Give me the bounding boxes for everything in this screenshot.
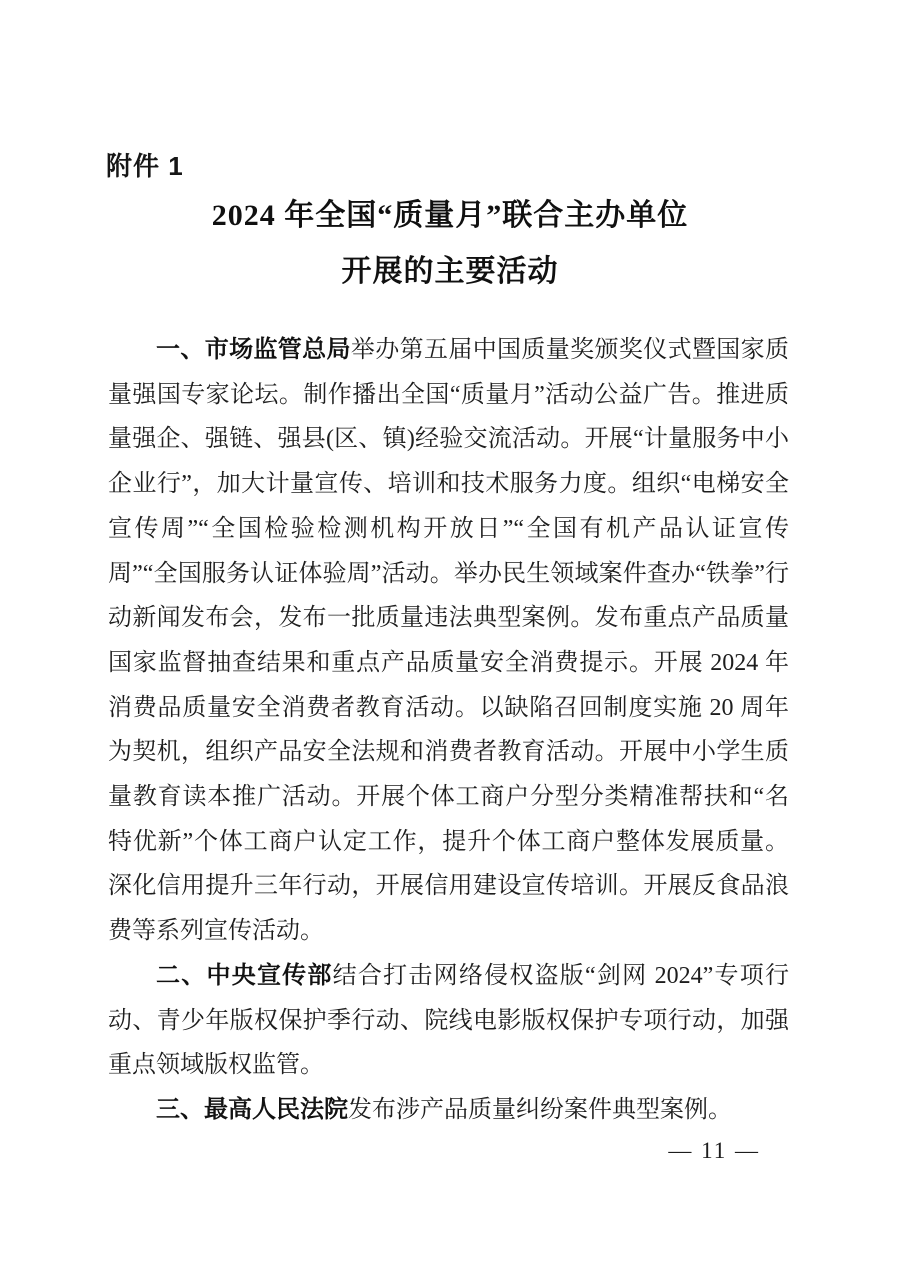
- title-line-1: 2024 年全国“质量月”联合主办单位: [211, 199, 689, 232]
- attachment-label: 附件 1: [106, 151, 184, 181]
- page-number: — 11 —: [668, 1138, 760, 1163]
- document-title: [0, 188, 900, 300]
- paragraph-3-text: 发布涉产品质量纠纷案件典型案例。: [348, 1096, 732, 1123]
- paragraph-3-lead: 三、最高人民法院: [156, 1095, 348, 1123]
- paragraph-1-text: 举办第五届中国质量奖颁奖仪式暨国家质量强国专家论坛。制作播出全国“质量月”活动公益广告。推进质量强企、强链、强县(区、镇)经验交流活动。开展“计量服务中小企业行”，加大计量宣传、培训和技术服务力度。组织“电梯安全宣传周”“全国检验检测机构开放日”“全国有机产品认证宣传周”“全国服务认证体验周”活动。举办民生领域案件查办“铁拳”行动新闻发布会，发布一批质量违法典型案例。发布重点产品质量国家监督抽查结果和重点产品质量安全消费提示。开展 2024 年消费品质量安全消费者教育活动。以缺陷召回制度实施 20 周年为契机，组织产品安全法规和消费者教育活动。开展中小学生质量教育读本推广活动。开展个体工商户分型分类精准帮扶和“名特优新”个体工商户认定工作，提升个体工商户整体发展质量。深化信用提升三年行动，开展信用建设宣传培训。开展反食品浪费等系列宣传活动。: [108, 337, 790, 945]
- paragraph-supreme-court: [108, 1088, 789, 1133]
- paragraph-2-text: 结合打击网络侵权盗版“剑网 2024”专项行动、青少年版权保护季行动、院线电影版权保护专项行动，加强重点领域版权监管。: [108, 962, 790, 1079]
- paragraph-2-lead: 二、中央宣传部: [156, 961, 333, 989]
- paragraph-1-lead: 一、市场监管总局: [156, 336, 351, 363]
- title-line-2: 开展的主要活动: [341, 255, 559, 288]
- document-body: [108, 328, 789, 1133]
- paragraph-market-regulation: [108, 328, 789, 954]
- paragraph-propaganda-dept: [108, 954, 789, 1088]
